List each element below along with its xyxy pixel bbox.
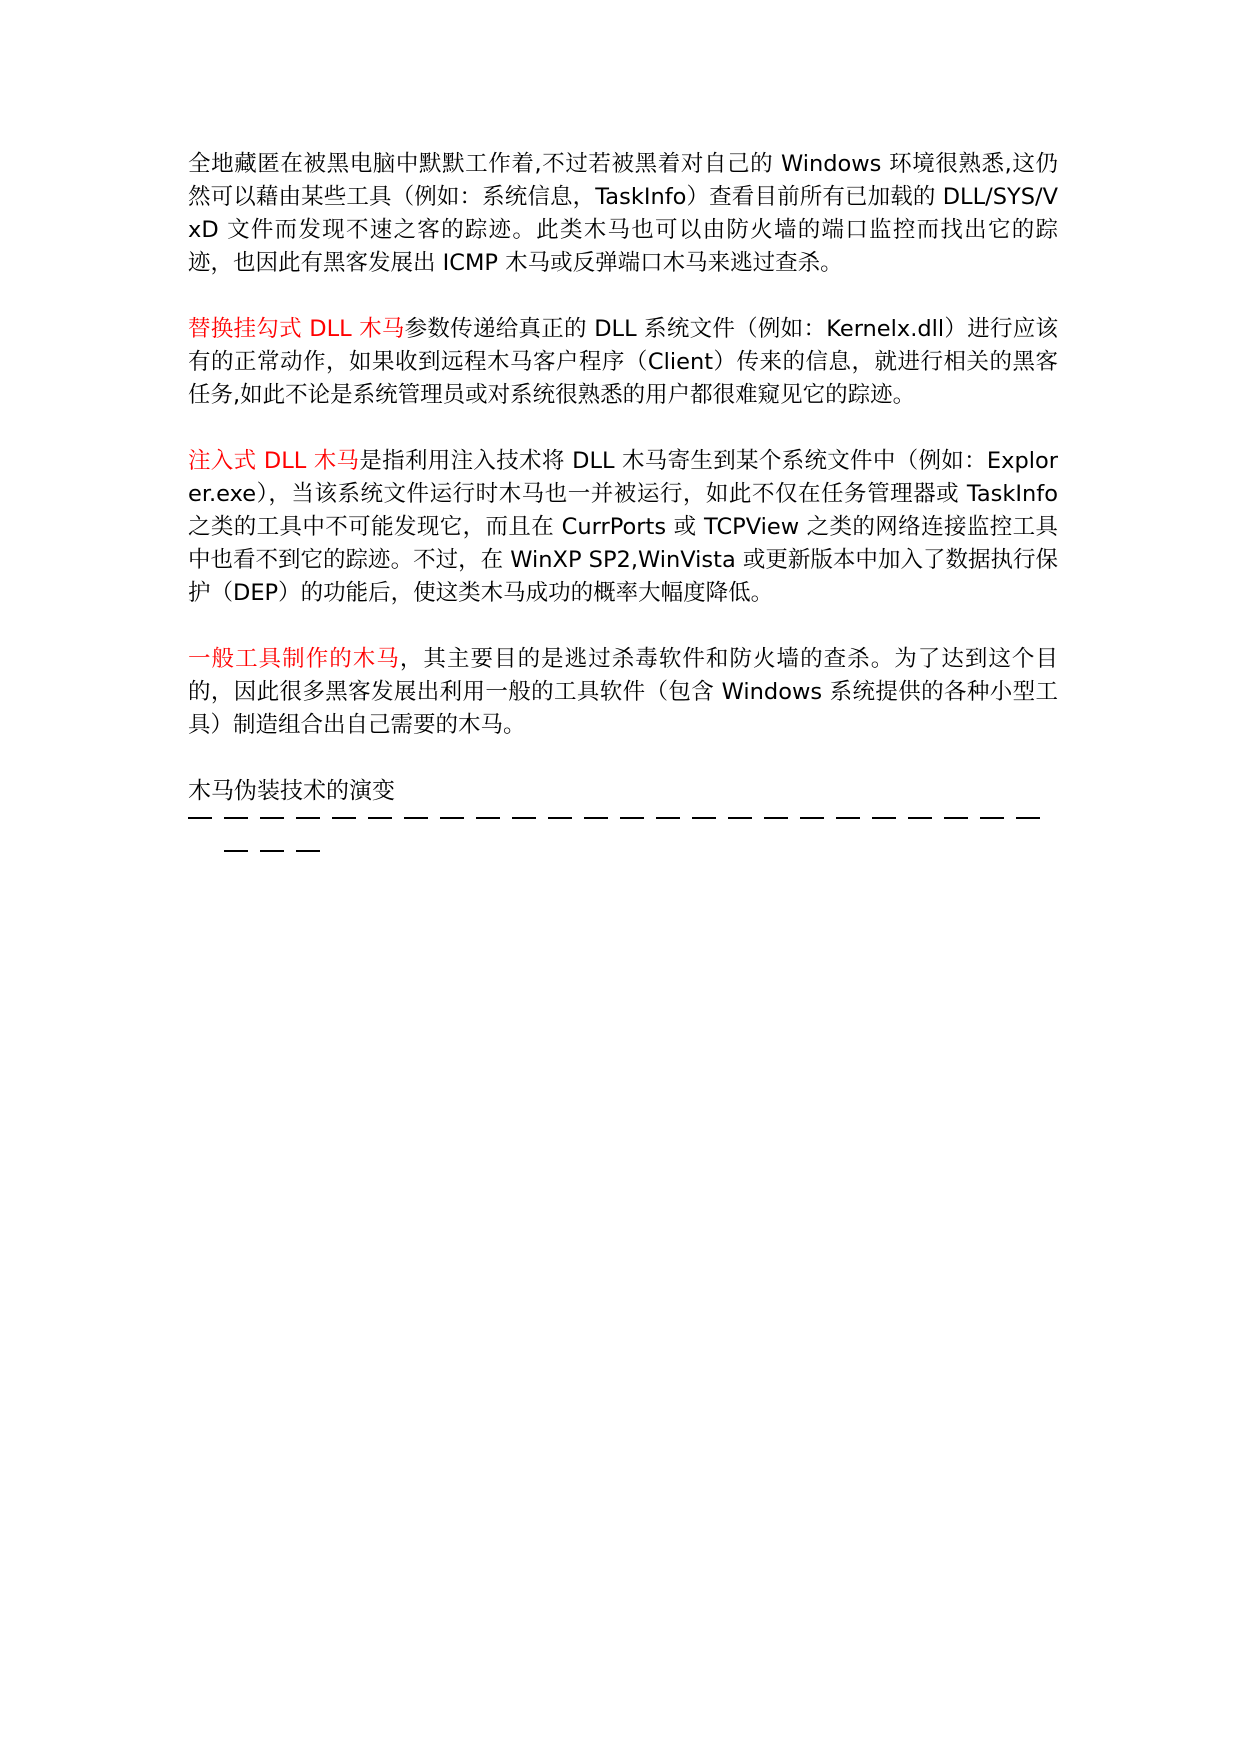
paragraph-hook-dll-trojan — [188, 313, 1058, 412]
divider-dash — [764, 817, 788, 819]
divider-dash — [296, 817, 320, 819]
paragraph-lead: 替换挂勾式 DLL 木马 — [188, 316, 405, 342]
divider-dash — [476, 817, 500, 819]
divider-dash — [548, 817, 572, 819]
divider-dash — [800, 817, 824, 819]
divider-dash — [872, 817, 896, 819]
divider-dash — [836, 817, 860, 819]
paragraph-lead: 注入式 DLL 木马 — [188, 448, 360, 474]
divider-dash — [944, 817, 968, 819]
divider-dash — [584, 817, 608, 819]
paragraph-dll-trojan-detection — [188, 148, 1058, 280]
divider-dash — [692, 817, 716, 819]
divider-dash — [512, 817, 536, 819]
paragraph-text: ，其主要目的是逃过杀毒软件和防火墙的查杀。为了达到这个目的，因此很多黑客发展出利用一般的工具软件（包含 Windows 系统提供的各种小型工具）制造组合出自己需要的木马。 — [188, 646, 1058, 738]
divider-dash — [908, 817, 932, 819]
divider-dash — [260, 850, 284, 852]
divider-dash — [728, 817, 752, 819]
divider-dash — [656, 817, 680, 819]
divider-dash — [224, 817, 248, 819]
divider-dash — [404, 817, 428, 819]
paragraph-tool-made-trojan — [188, 643, 1058, 742]
document-body — [188, 148, 1058, 878]
paragraph-text: 参数传递给真正的 DLL 系统文件（例如：Kernelx.dll）进行应该有的正常动作，如果收到远程木马客户程序（Client）传来的信息，就进行相关的黑客任务,如此不论是系统管理员或对系统很熟悉的用户都很难窥见它的踪迹。 — [188, 316, 1059, 408]
dashed-divider — [188, 808, 1058, 878]
divider-dash — [224, 850, 248, 852]
section-heading: 木马伪装技术的演变 — [188, 778, 395, 804]
divider-dash — [440, 817, 464, 819]
paragraph-text: 全地藏匿在被黑电脑中默默工作着,不过若被黑着对自己的 Windows 环境很熟悉,这仍然可以藉由某些工具（例如：系统信息，TaskInfo）查看目前所有已加载的 DLL/SYS/VxD 文件而发现不速之客的踪迹。此类木马也可以由防火墙的端口监控而找出它的踪迹，也因此有黑客发展出 ICMP 木马或反弹端口木马来逃过查杀。 — [188, 151, 1058, 276]
divider-dash — [368, 817, 392, 819]
divider-dash — [620, 817, 644, 819]
paragraph-injected-dll-trojan — [188, 445, 1058, 610]
divider-dash — [1016, 817, 1040, 819]
divider-dash — [332, 817, 356, 819]
divider-dash — [260, 817, 284, 819]
paragraph-text: 是指利用注入技术将 DLL 木马寄生到某个系统文件中（例如：Explorer.exe），当该系统文件运行时木马也一并被运行，如此不仅在任务管理器或 TaskInfo 之类的工具中不可能发现它，而且在 CurrPorts 或 TCPView 之类的网络连接监控工具中也看不到它的踪迹。不过，在 WinXP SP2,WinVista 或更新版本中加入了数据执行保护（DEP）的功能后，使这类木马成功的概率大幅度降低。 — [188, 448, 1058, 606]
divider-dash — [188, 817, 212, 819]
paragraph-lead: 一般工具制作的木马 — [188, 646, 400, 672]
divider-dash — [296, 850, 320, 852]
divider-dash — [980, 817, 1004, 819]
